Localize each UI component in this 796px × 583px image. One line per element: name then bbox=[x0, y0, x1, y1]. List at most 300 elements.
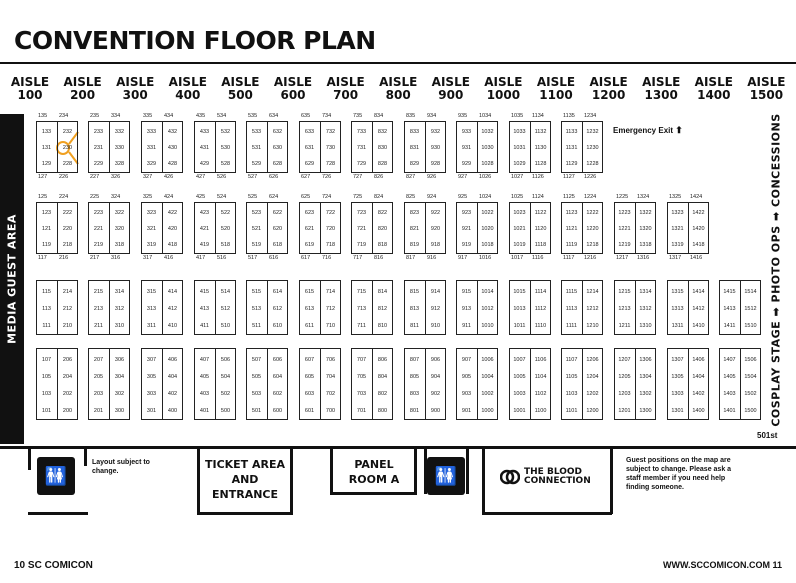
booth-header-number: 1135 bbox=[563, 113, 575, 119]
booth-number: 1121 bbox=[565, 226, 578, 232]
booth-number: 1221 bbox=[618, 226, 631, 232]
booth-footer-number: 716 bbox=[322, 255, 332, 261]
booth-divider bbox=[162, 121, 163, 173]
booth-divider bbox=[162, 202, 163, 254]
booth-number: 422 bbox=[167, 210, 178, 216]
booth-number: 314 bbox=[114, 288, 125, 295]
wall-segment bbox=[414, 446, 417, 494]
booth-number: 328 bbox=[114, 161, 125, 167]
booth-number: 601 bbox=[304, 407, 315, 414]
booth-number: 521 bbox=[251, 226, 262, 232]
booth-number: 430 bbox=[167, 145, 178, 151]
booth-header-number: 1025 bbox=[511, 194, 524, 200]
aisle-number: 200 bbox=[70, 88, 96, 102]
booth-number: 821 bbox=[409, 226, 420, 232]
aisle-number: 1200 bbox=[591, 88, 626, 102]
booth-divider bbox=[425, 121, 426, 173]
booth-number: 1300 bbox=[639, 407, 652, 414]
booth-divider bbox=[477, 280, 478, 335]
aisle-number: 400 bbox=[175, 88, 201, 102]
booth-number: 921 bbox=[461, 226, 472, 232]
aisle-1500 bbox=[743, 76, 789, 102]
booth-footer-number: 117 bbox=[38, 255, 47, 261]
booth-number: 1006 bbox=[481, 356, 494, 363]
booth-number: 703 bbox=[356, 390, 367, 397]
booth-number: 201 bbox=[93, 407, 104, 414]
booth-footer-number: 516 bbox=[217, 255, 227, 261]
booth-number: 815 bbox=[409, 288, 420, 295]
booth-number: 702 bbox=[325, 390, 336, 397]
aisle-number: 1400 bbox=[697, 88, 731, 102]
booth-header-number: 725 bbox=[353, 194, 363, 200]
booth-number: 312 bbox=[114, 305, 125, 312]
booth-number: 210 bbox=[62, 322, 73, 329]
bottom-wall bbox=[0, 446, 796, 449]
booth-number: 829 bbox=[409, 161, 420, 167]
booth-number: 320 bbox=[114, 226, 125, 232]
booth-number: 202 bbox=[62, 390, 73, 397]
booth-number: 803 bbox=[409, 390, 420, 397]
booth-number: 622 bbox=[272, 210, 283, 216]
booth-number: 1102 bbox=[534, 390, 547, 397]
booth-divider bbox=[57, 202, 58, 254]
booth-number: 1422 bbox=[692, 210, 705, 216]
booth-number: 414 bbox=[167, 288, 178, 295]
aisle-number: 600 bbox=[280, 88, 306, 102]
booth-number: 1101 bbox=[565, 407, 578, 414]
restroom-icon: 🚻 bbox=[37, 457, 75, 495]
booth-number: 318 bbox=[114, 242, 125, 248]
booth-header-number: 225 bbox=[90, 194, 100, 200]
booth-number: 722 bbox=[325, 210, 336, 216]
booth-number: 1506 bbox=[744, 356, 757, 363]
booth-header-number: 1134 bbox=[532, 113, 544, 119]
booth-header-number: 524 bbox=[217, 194, 227, 200]
booth-number: 321 bbox=[146, 226, 157, 232]
booth-number: 523 bbox=[251, 210, 262, 216]
booth-header-number: 1024 bbox=[479, 194, 492, 200]
aisle-label: AISLE bbox=[747, 75, 786, 89]
aisle-1200 bbox=[586, 76, 632, 102]
title-divider bbox=[0, 62, 796, 64]
aisle-number: 1000 bbox=[486, 88, 521, 102]
booth-number: 1106 bbox=[534, 356, 547, 363]
booth-number: 632 bbox=[272, 129, 283, 135]
wall-segment bbox=[197, 512, 293, 515]
booth-footer-number: 1317 bbox=[669, 255, 682, 261]
booth-number: 914 bbox=[430, 288, 441, 295]
booth-footer-number: 1026 bbox=[479, 174, 492, 180]
booth-footer-number: 1216 bbox=[584, 255, 597, 261]
booth-number: 1306 bbox=[639, 356, 652, 363]
booth-number: 305 bbox=[146, 373, 157, 380]
booth-number: 907 bbox=[461, 356, 472, 363]
booth-number: 1205 bbox=[618, 373, 631, 380]
booth-number: 910 bbox=[430, 322, 441, 329]
booth-divider bbox=[425, 202, 426, 254]
booth-number: 200 bbox=[62, 407, 73, 414]
booth-number: 133 bbox=[41, 129, 52, 135]
booth-header-number: 1325 bbox=[669, 194, 682, 200]
booth-number: 923 bbox=[461, 210, 472, 216]
booth-number: 500 bbox=[220, 407, 231, 414]
booth-divider bbox=[372, 121, 373, 173]
booth-footer-number: 1116 bbox=[532, 255, 544, 261]
booth-number: 922 bbox=[430, 210, 441, 216]
booth-number: 1032 bbox=[481, 129, 494, 135]
booth-divider bbox=[57, 348, 58, 420]
booth-divider bbox=[372, 348, 373, 420]
booth-number: 905 bbox=[461, 373, 472, 380]
booth-number: 211 bbox=[94, 322, 103, 329]
booth-number: 1403 bbox=[723, 390, 736, 397]
booth-number: 830 bbox=[377, 145, 388, 151]
booth-number: 418 bbox=[167, 242, 178, 248]
booth-number: 304 bbox=[114, 373, 125, 380]
booth-header-number: 234 bbox=[59, 113, 69, 119]
booth-divider bbox=[215, 121, 216, 173]
booth-number: 913 bbox=[461, 305, 472, 312]
booth-number: 533 bbox=[251, 129, 262, 135]
booth-number: 1100 bbox=[534, 407, 547, 414]
booth-number: 919 bbox=[461, 242, 472, 248]
booth-number: 1112 bbox=[534, 305, 547, 312]
booth-number: 1500 bbox=[744, 407, 757, 414]
booth-number: 1400 bbox=[692, 407, 705, 414]
wall-segment bbox=[610, 446, 613, 514]
aisle-number: 100 bbox=[17, 88, 43, 102]
booth-header-number: 1234 bbox=[584, 113, 597, 119]
booth-number: 1206 bbox=[586, 356, 599, 363]
booth-number: 1222 bbox=[586, 210, 599, 216]
booth-footer-number: 626 bbox=[269, 174, 279, 180]
booth-footer-number: 417 bbox=[196, 255, 206, 261]
booth-number: 619 bbox=[304, 242, 315, 248]
booth-number: 313 bbox=[146, 305, 157, 312]
booth-number: 1030 bbox=[481, 145, 494, 151]
booth-number: 1307 bbox=[671, 356, 684, 363]
booth-number: 1005 bbox=[513, 373, 526, 380]
booth-number: 223 bbox=[93, 210, 104, 216]
booth-number: 515 bbox=[251, 288, 262, 295]
booth-number: 331 bbox=[146, 145, 157, 151]
booth-number: 1031 bbox=[513, 145, 526, 151]
booth-number: 1114 bbox=[534, 288, 547, 295]
booth-header-number: 825 bbox=[406, 194, 416, 200]
booth-number: 1322 bbox=[639, 210, 652, 216]
booth-number: 700 bbox=[325, 407, 336, 414]
booth-number: 413 bbox=[199, 305, 210, 312]
booth-divider bbox=[267, 280, 268, 335]
booth-divider bbox=[635, 202, 636, 254]
booth-footer-number: 1127 bbox=[563, 174, 575, 180]
booth-number: 333 bbox=[146, 129, 157, 135]
booth-number: 1011 bbox=[513, 322, 526, 329]
booth-number: 713 bbox=[356, 305, 367, 312]
booth-divider bbox=[320, 280, 321, 335]
booth-number: 1210 bbox=[586, 322, 599, 329]
blood-connection-text: THE BLOOD CONNECTION bbox=[524, 467, 591, 486]
aisle-number: 1300 bbox=[644, 88, 678, 102]
booth-number: 115 bbox=[42, 288, 51, 295]
blood-connection-logo bbox=[500, 468, 596, 486]
booth-number: 228 bbox=[62, 161, 73, 167]
booth-number: 1020 bbox=[481, 226, 494, 232]
booth-number: 229 bbox=[93, 161, 104, 167]
booth-number: 129 bbox=[41, 161, 52, 167]
booth-divider bbox=[215, 202, 216, 254]
booth-number: 113 bbox=[42, 305, 51, 312]
booth-number: 1021 bbox=[513, 226, 526, 232]
wall-segment bbox=[290, 446, 293, 514]
booth-number: 1215 bbox=[618, 288, 631, 295]
booth-number: 602 bbox=[272, 390, 283, 397]
booth-number: 1228 bbox=[586, 161, 599, 167]
booth-number: 1200 bbox=[586, 407, 599, 414]
booth-number: 930 bbox=[430, 145, 441, 151]
booth-number: 1028 bbox=[481, 161, 494, 167]
aisle-label: AISLE bbox=[10, 75, 50, 89]
booth-number: 1320 bbox=[639, 226, 652, 232]
booth-number: 712 bbox=[325, 305, 336, 312]
booth-number: 1130 bbox=[534, 145, 547, 151]
booth-number: 915 bbox=[461, 288, 472, 295]
booth-number: 819 bbox=[409, 242, 420, 248]
booth-header-number: 935 bbox=[458, 113, 468, 119]
booth-divider bbox=[215, 348, 216, 420]
booth-number: 1312 bbox=[639, 305, 652, 312]
booth-number: 820 bbox=[377, 226, 388, 232]
aisle-label: AISLE bbox=[326, 75, 365, 89]
booth-number: 302 bbox=[114, 390, 125, 397]
booth-number: 607 bbox=[304, 356, 315, 363]
aisle-label: AISLE bbox=[116, 75, 155, 89]
booth-header-number: 835 bbox=[406, 113, 416, 119]
booth-number: 432 bbox=[167, 129, 178, 135]
wall-segment bbox=[330, 492, 417, 495]
booth-divider bbox=[635, 280, 636, 335]
booth-divider bbox=[477, 202, 478, 254]
booth-number: 1318 bbox=[639, 242, 652, 248]
booth-header-number: 824 bbox=[374, 194, 384, 200]
booth-number: 1305 bbox=[671, 373, 684, 380]
booth-header-number: 734 bbox=[322, 113, 332, 119]
booth-number: 1132 bbox=[534, 129, 547, 135]
aisle-700 bbox=[323, 76, 369, 102]
booth-divider bbox=[530, 348, 531, 420]
booth-header-number: 1035 bbox=[511, 113, 524, 119]
booth-number: 1203 bbox=[618, 390, 631, 397]
booth-number: 206 bbox=[62, 356, 73, 363]
booth-number: 1415 bbox=[723, 288, 736, 295]
booth-number: 1418 bbox=[692, 242, 705, 248]
booth-number: 933 bbox=[461, 129, 472, 135]
aisle-800 bbox=[375, 76, 421, 102]
booth-number: 606 bbox=[272, 356, 283, 363]
booth-divider bbox=[372, 202, 373, 254]
booth-divider bbox=[688, 202, 689, 254]
booth-header-number: 135 bbox=[38, 113, 48, 119]
booth-number: 833 bbox=[409, 129, 420, 135]
booth-number: 1129 bbox=[565, 161, 578, 167]
aisle-number: 1100 bbox=[539, 88, 573, 102]
booth-divider bbox=[215, 280, 216, 335]
booth-number: 721 bbox=[356, 226, 367, 232]
aisle-number: 800 bbox=[385, 88, 411, 102]
booth-divider bbox=[162, 280, 163, 335]
footer-left: 10 SC COMICON bbox=[14, 560, 93, 571]
booth-number: 522 bbox=[220, 210, 231, 216]
booth-number: 1504 bbox=[744, 373, 757, 380]
booth-number: 231 bbox=[93, 145, 104, 151]
booth-number: 920 bbox=[430, 226, 441, 232]
aisle-label: AISLE bbox=[63, 75, 102, 89]
booth-number: 1212 bbox=[586, 305, 599, 312]
booth-number: 233 bbox=[93, 129, 104, 135]
page-title: CONVENTION FLOOR PLAN bbox=[14, 26, 376, 55]
booth-number: 215 bbox=[93, 288, 104, 295]
booth-number: 205 bbox=[93, 373, 104, 380]
booth-header-number: 435 bbox=[196, 113, 206, 119]
booth-number: 1323 bbox=[671, 210, 684, 216]
booth-number: 1410 bbox=[692, 322, 705, 329]
blood-drop-icon bbox=[500, 469, 520, 485]
booth-number: 332 bbox=[114, 129, 125, 135]
booth-number: 101 bbox=[41, 407, 52, 414]
booth-number: 828 bbox=[377, 161, 388, 167]
booth-number: 805 bbox=[409, 373, 420, 380]
booth-number: 213 bbox=[93, 305, 104, 312]
booth-number: 214 bbox=[62, 288, 73, 295]
booth-header-number: 925 bbox=[458, 194, 468, 200]
booth-number: 1103 bbox=[565, 390, 578, 397]
booth-footer-number: 727 bbox=[353, 174, 363, 180]
booth-footer-number: 1416 bbox=[690, 255, 703, 261]
booth-number: 1313 bbox=[671, 305, 684, 312]
booth-number: 319 bbox=[146, 242, 157, 248]
ticket-area-label: TICKET AREA AND ENTRANCE bbox=[204, 458, 286, 501]
booth-number: 628 bbox=[272, 161, 283, 167]
booth-number: 1219 bbox=[618, 242, 631, 248]
booth-number: 1304 bbox=[639, 373, 652, 380]
booth-number: 322 bbox=[114, 210, 125, 216]
booth-divider bbox=[688, 348, 689, 420]
booth-header-number: 624 bbox=[269, 194, 279, 200]
booth-number: 810 bbox=[377, 322, 388, 329]
booth-number: 1220 bbox=[586, 226, 599, 232]
booth-number: 310 bbox=[114, 322, 125, 329]
booth-number: 630 bbox=[272, 145, 283, 151]
booth-header-number: 424 bbox=[164, 194, 174, 200]
aisle-1300 bbox=[638, 76, 684, 102]
booth-number: 1010 bbox=[481, 322, 494, 329]
booth-number: 1302 bbox=[639, 390, 652, 397]
booth-number: 623 bbox=[304, 210, 315, 216]
booth-footer-number: 1316 bbox=[637, 255, 650, 261]
booth-header-number: 635 bbox=[301, 113, 311, 119]
booth-number: 701 bbox=[356, 407, 367, 414]
booth-number: 1407 bbox=[723, 356, 736, 363]
booth-number: 1315 bbox=[671, 288, 684, 295]
aisle-label: AISLE bbox=[642, 75, 681, 89]
booth-number: 631 bbox=[304, 145, 315, 151]
booth-number: 621 bbox=[304, 226, 315, 232]
booth-header-number: 535 bbox=[248, 113, 258, 119]
booth-number: 506 bbox=[220, 356, 231, 363]
booth-number: 428 bbox=[167, 161, 178, 167]
booth-number: 1311 bbox=[671, 322, 684, 329]
booth-number: 1123 bbox=[565, 210, 578, 216]
booth-number: 403 bbox=[199, 390, 210, 397]
booth-divider bbox=[267, 348, 268, 420]
booth-number: 1000 bbox=[481, 407, 494, 414]
booth-header-number: 325 bbox=[143, 194, 153, 200]
booth-footer-number: 617 bbox=[301, 255, 311, 261]
booth-number: 204 bbox=[62, 373, 73, 380]
booth-number: 1319 bbox=[671, 242, 684, 248]
booth-footer-number: 426 bbox=[164, 174, 174, 180]
booth-number: 705 bbox=[356, 373, 367, 380]
booth-header-number: 1225 bbox=[616, 194, 629, 200]
booth-number: 931 bbox=[461, 145, 472, 151]
booth-number: 731 bbox=[356, 145, 367, 151]
wall-segment bbox=[466, 446, 469, 494]
booth-number: 714 bbox=[325, 288, 336, 295]
booth-header-number: 625 bbox=[301, 194, 311, 200]
booth-divider bbox=[425, 348, 426, 420]
booth-number: 1029 bbox=[513, 161, 526, 167]
booth-footer-number: 427 bbox=[196, 174, 206, 180]
booth-number: 528 bbox=[220, 161, 231, 167]
booth-number: 1321 bbox=[671, 226, 684, 232]
booth-number: 1411 bbox=[723, 322, 736, 329]
booth-footer-number: 916 bbox=[427, 255, 437, 261]
booth-header-number: 834 bbox=[374, 113, 384, 119]
booth-number: 531 bbox=[251, 145, 262, 151]
booth-number: 613 bbox=[304, 305, 315, 312]
booth-number: 1314 bbox=[639, 288, 652, 295]
booth-number: 510 bbox=[220, 322, 231, 329]
booth-footer-number: 717 bbox=[353, 255, 363, 261]
booth-number: 1223 bbox=[618, 210, 631, 216]
booth-number: 612 bbox=[272, 305, 283, 312]
booth-number: 729 bbox=[356, 161, 367, 167]
booth-number: 633 bbox=[304, 129, 315, 135]
booth-number: 704 bbox=[325, 373, 336, 380]
restroom-icon: 🚻 bbox=[427, 457, 465, 495]
booth-number: 1012 bbox=[481, 305, 494, 312]
booth-divider bbox=[109, 280, 110, 335]
booth-number: 901 bbox=[461, 407, 472, 414]
booth-number: 1104 bbox=[534, 373, 547, 380]
booth-header-number: 335 bbox=[143, 113, 153, 119]
booth-footer-number: 817 bbox=[406, 255, 416, 261]
booth-number: 823 bbox=[409, 210, 420, 216]
booth-number: 1122 bbox=[534, 210, 547, 216]
booth-number: 1013 bbox=[513, 305, 526, 312]
booth-number: 429 bbox=[199, 161, 210, 167]
booth-header-number: 534 bbox=[217, 113, 227, 119]
booth-number: 903 bbox=[461, 390, 472, 397]
booth-number: 800 bbox=[377, 407, 388, 414]
booth-header-number: 1034 bbox=[479, 113, 492, 119]
booth-divider bbox=[320, 202, 321, 254]
booth-number: 402 bbox=[167, 390, 178, 397]
booth-header-number: 1424 bbox=[690, 194, 703, 200]
booth-number: 604 bbox=[272, 373, 283, 380]
booth-number: 1214 bbox=[586, 288, 599, 295]
booth-number: 615 bbox=[304, 288, 315, 295]
